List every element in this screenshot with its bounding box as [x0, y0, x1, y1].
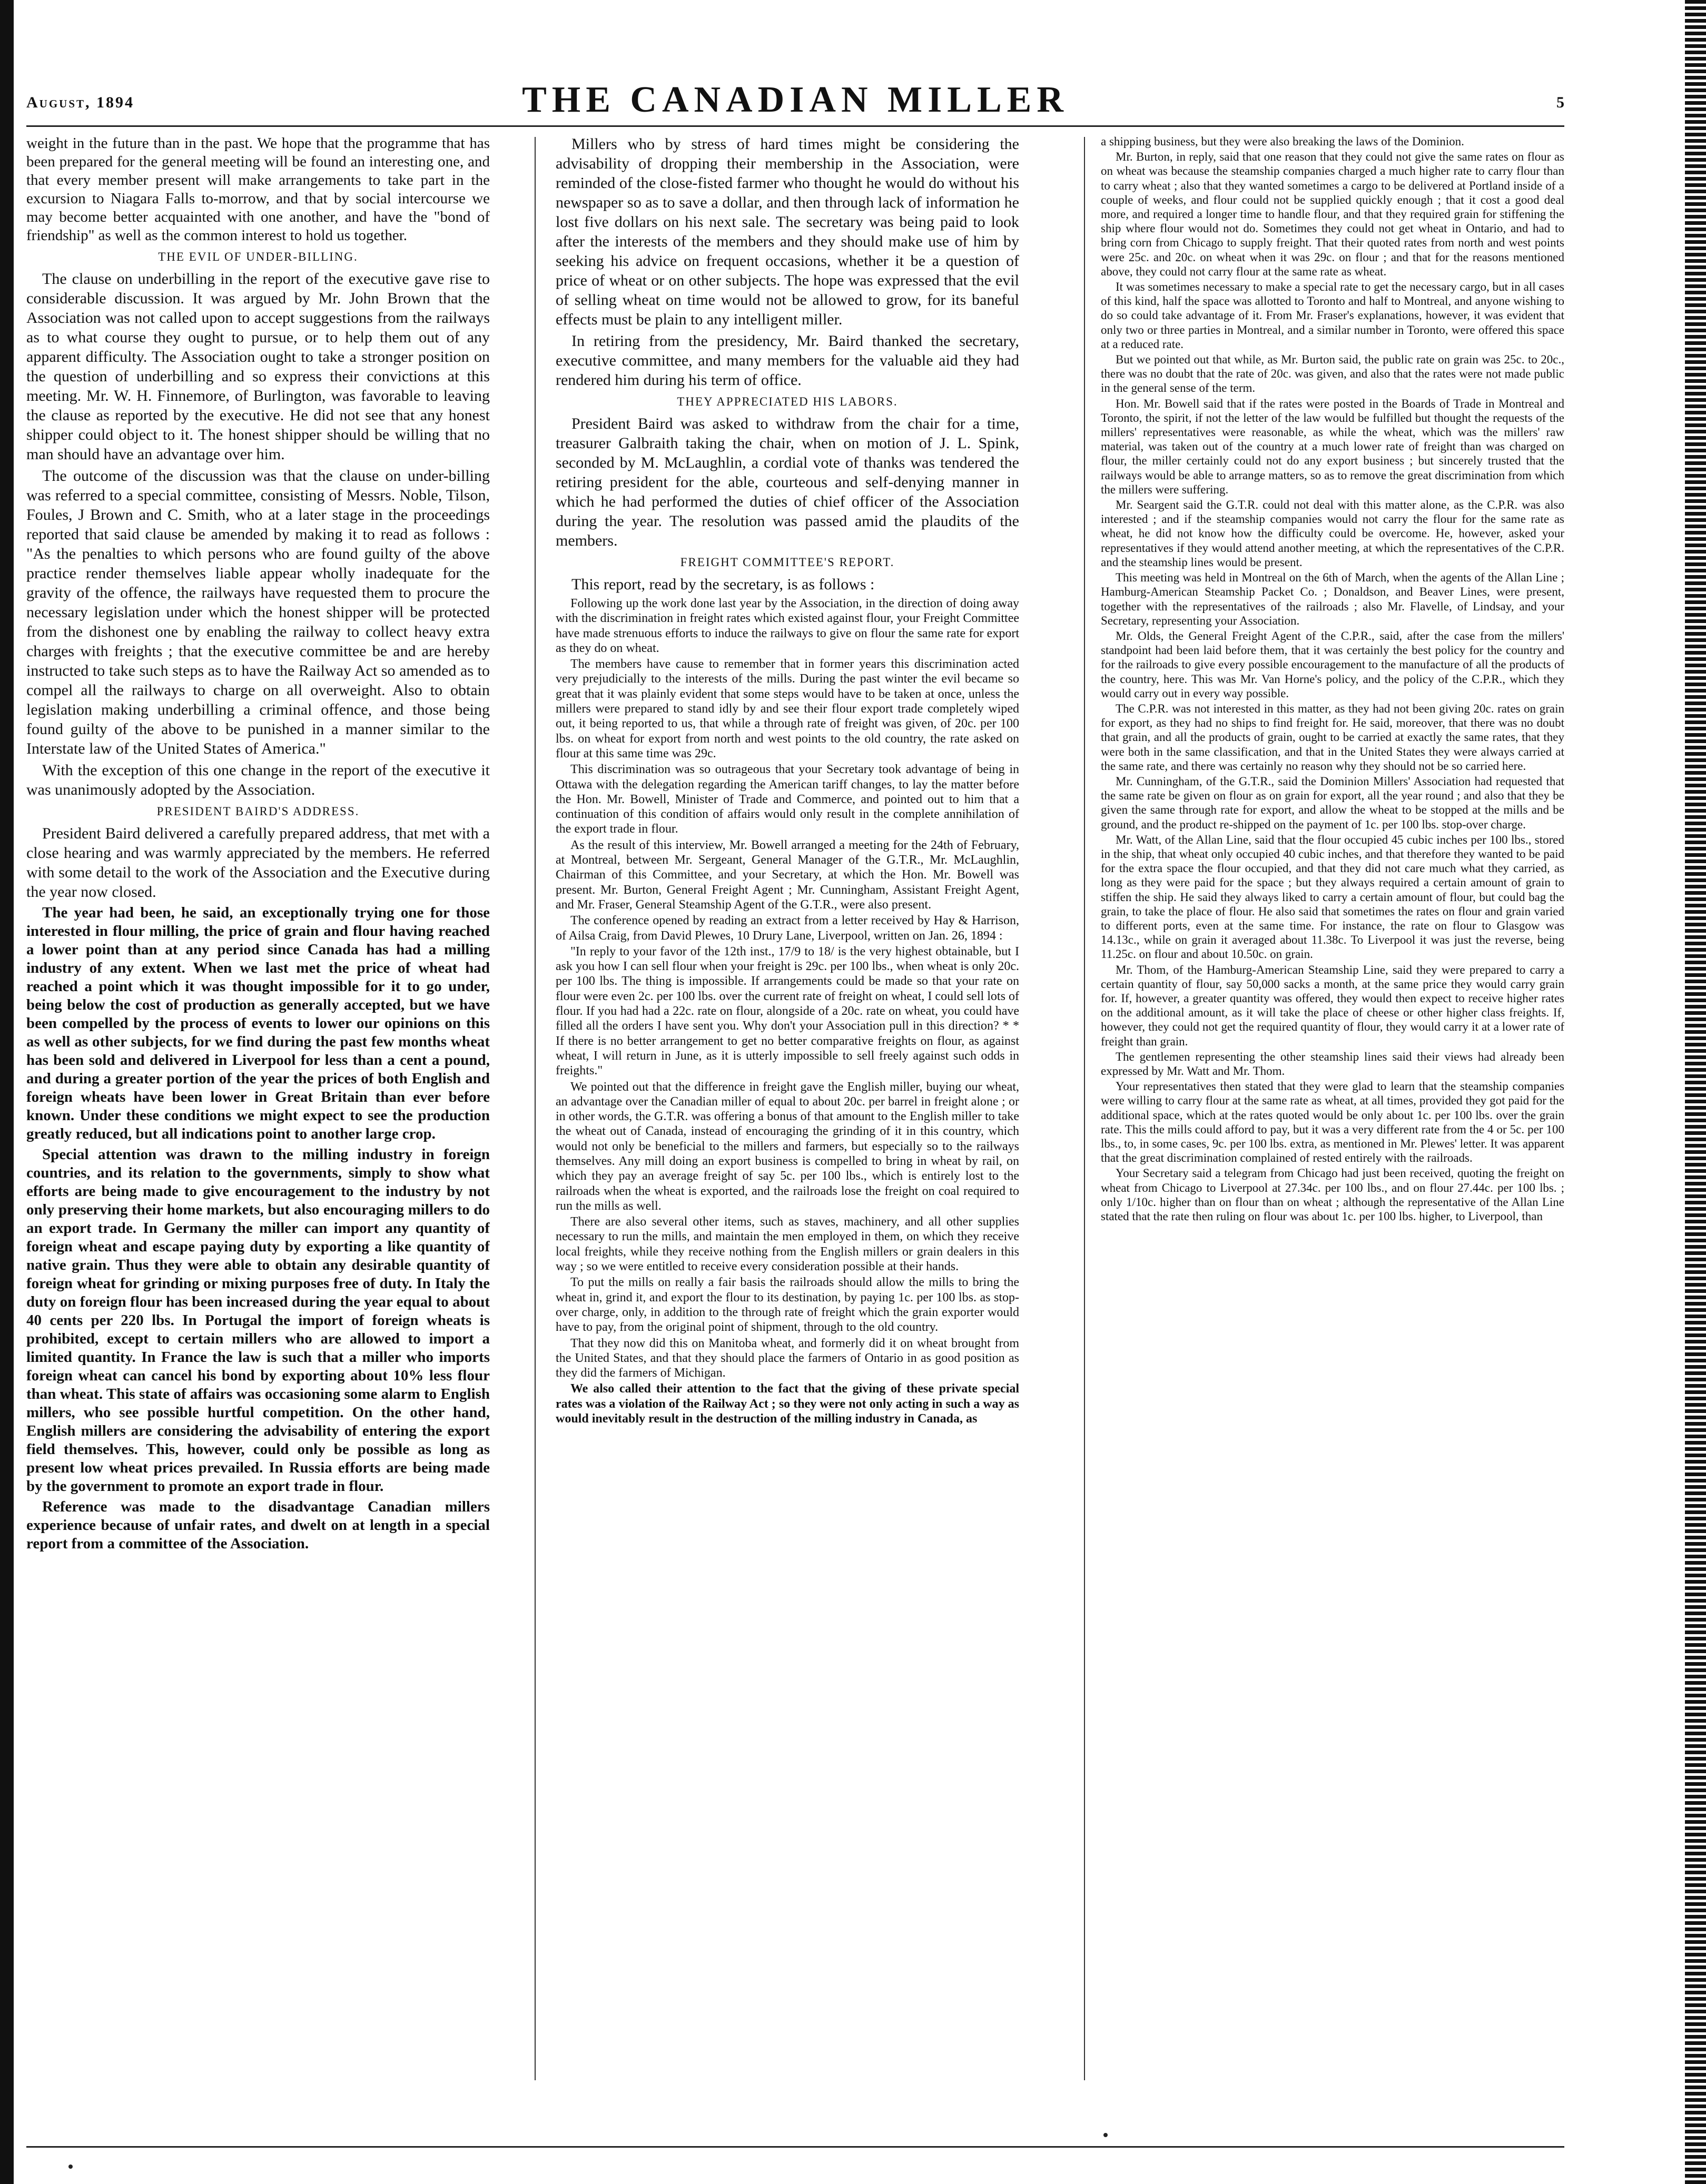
paragraph: President Baird delivered a carefully prepared address, that met with a close hearing and was warmly appreciated by the members. He referred with some detail to the work of the Association and the Executive during the year now closed.	[26, 825, 490, 901]
paragraph: We pointed out that the difference in freight gave the English miller, buying our wheat, an advantage over the Canadian miller of equal to about 20c. per barrel in freight alone ; or in other words, the G.T.R. was offering a bonus of that amount to the English miller to take the wheat out of Canada, instead of encouraging the grinding of it in this country, which would not only be beneficial to the millers and farmers, but especially so to the railways themselves. Any mill doing an export business is compelled to bring in wheat by rail, on which they pay an average freight of say 5c. per 100 lbs., which is entirely lost to the railroads when the wheat is exported, and the railroads lose the freight on coal required to run the mills as well.	[556, 1080, 1019, 1213]
paragraph: The clause on underbilling in the report of the executive gave rise to considerable discussion. It was argued by Mr. John Brown that the Association was not called upon to accept suggestions from the railways as to what course they ought to pursue, or to help them out of any apparent difficulty. The Association ought to take a stronger position on the question of underbilling and so express their convictions at this meeting. Mr. W. H. Finnemore, of Burlington, was favorable to leaving the clause as reported by the executive. He did not see that any honest shipper could object to it. The honest shipper should be willing that no man should have an advantage over him.	[26, 270, 490, 463]
scan-left-edge	[0, 0, 14, 2184]
paragraph: Your Secretary said a telegram from Chicago had just been received, quoting the freight on wheat from Chicago to Liverpool at 27.34c. per 100 lbs., and on flour 27.44c. per 100 lbs. ; only 1/10c. higher than on flour than on wheat ; although the representative of the Allan Line stated that the rate then ruling on flour was about 1c. per 100 lbs. higher, to Liverpool, than	[1101, 1167, 1564, 1223]
paragraph: Mr. Watt, of the Allan Line, said that the flour occupied 45 cubic inches per 100 lbs., stored in the ship, that wheat only occupied 40 cubic inches, and that therefore they wanted to be paid for the extra space the flour occupied, and that they did not care much what they carried, as long as they were paid for the space ; but they always required a certain amount of grain to stiffen the ship. He said they always liked to carry a certain amount of flour, but could bag the grain, to take the place of flour. He also said that sometimes the rates on flour and grain varied to different ports, even at the same time. For instance, the rate on flour to Glasgow was 14.13c., while on grain it averaged about 11.38c. To Liverpool it was just the reverse, being 11.25c. on flour and about 10.50c. on grain.	[1101, 833, 1564, 961]
paragraph: Mr. Olds, the General Freight Agent of the C.P.R., said, after the case from the millers' standpoint had been laid before them, that it was certainly the best policy for the country and for the railroads to give every possible encouragement to the manufacture of all the products of the country, here. This was Mr. Van Horne's policy, and the policy of the C.P.R., which they would carry out in every way possible.	[1101, 629, 1564, 700]
paragraph: The gentlemen representing the other steamship lines said their views had already been expressed by Mr. Watt and Mr. Thom.	[1101, 1050, 1564, 1078]
footer-rule	[26, 2146, 1564, 2148]
paragraph: There are also several other items, such as staves, machinery, and all other supplies necessary to run the mills, and maintain the men employed in them, on which they receive local freights, while they receive nothing from the English millers or grain dealers in this way ; so we were entitled to receive every consideration possible at their hands.	[556, 1215, 1019, 1274]
paragraph: This meeting was held in Montreal on the 6th of March, when the agents of the Allan Line ; Hamburg-American Steamship Packet Co. ; Donaldson, and Beaver Lines, were present, together with the representatives of the railroads ; also Mr. Flavelle, of Lindsay, and your Secretary, representing your Association.	[1101, 571, 1564, 627]
section-heading: PRESIDENT BAIRD'S ADDRESS.	[156, 805, 360, 818]
section-heading: FREIGHT COMMITTEE'S REPORT.	[680, 556, 895, 569]
column-2	[556, 134, 1019, 2083]
ink-speck	[1103, 2133, 1108, 2137]
column-1	[26, 134, 490, 2083]
paragraph: The conference opened by reading an extract from a letter received by Hay & Harrison, of Ailsa Craig, from David Plewes, 10 Drury Lane, Liverpool, written on Jan. 26, 1894 :	[556, 914, 1019, 943]
scan-right-edge	[1685, 0, 1706, 2184]
column-3	[1101, 134, 1564, 2083]
paragraph: The outcome of the discussion was that the clause on under-billing was referred to a special committee, consisting of Messrs. Noble, Tilson, Foules, J Brown and C. Smith, who at a later stage in the proceedings reported that said clause be amended by making it to read as follows : "As the penalties to which persons who are found guilty of the above practice render themselves liable appear wholly inadequate for the gravity of the offence, the railways have requested them to procure the necessary legislation under which the honest shipper will be protected from the dishonest one by enabling the railway to collect heavy extra charges with freights ; that the executive committee be and are hereby instructed to take such steps as to have the Railway Act so amended as to compel all the railways to charge on all overweight. Also to obtain legislation making underbilling a criminal offence, and those being found guilty of the above to be punished in a manner similar to the Interstate law of the United States of America."	[26, 467, 490, 757]
paragraph: Mr. Seargent said the G.T.R. could not deal with this matter alone, as the C.P.R. was also interested ; and if the steamship companies would not carry the flour for the same rate as wheat, he did not know how the difficulty could be overcome. He, however, asked your representatives if they would attend another meeting, at which the representatives of the C.P.R. and the steamship lines would be present.	[1101, 498, 1564, 569]
column-divider	[535, 137, 536, 2080]
article-columns	[26, 134, 1564, 2083]
paragraph: a shipping business, but they were also breaking the laws of the Dominion.	[1101, 135, 1464, 148]
paragraph: Special attention was drawn to the milling industry in foreign countries, and its relation to the governments, simply to show what efforts are being made to give encouragement to the industry by not only preserving their home markets, but also encouraging millers to do an export trade. In Germany the miller can import any quantity of foreign wheat and escape paying duty by exporting a like quantity of native grain. Thus they were able to obtain any desirable quantity of foreign wheat for grinding or mixing purposes free of duty. In Italy the duty on foreign flour has been increased during the year equal to about 40 cents per 220 lbs. In Portugal the import of foreign wheats is prohibited, except to certain millers who are allowed to import a limited quantity. In France the law is such that a miller who imports foreign wheat can cancel his bond by exporting about 10% less flour than wheat. This state of affairs was occasioning some alarm to English millers, who see possible hurtful competition. On the other hand, English millers are considering the advisability of entering the export field themselves. This, however, could only be possible as long as present low wheat prices prevailed. In Russia efforts are being made by the government to promote an export trade in flour.	[26, 1146, 490, 1495]
paragraph: Mr. Burton, in reply, said that one reason that they could not give the same rates on flour as on wheat was because the steamship companies charged a much higher rate to carry flour than to carry wheat ; also that they wanted sometimes a cargo to be delivered at Portland inside of a couple of weeks, and flour could not be supplied quickly enough ; that it cost a good deal more, and required a longer time to handle flour, and that they required grain for stiffening the ship where flour would not do. Sometimes they could not get wheat in Ontario, and had to bring corn from Chicago to supply freight. That their quoted rates from north and west points were 25c. and 20c. on wheat when it was 29c. on flour ; and that for the reasons mentioned above, they could not carry flour at the same rate as wheat.	[1101, 150, 1564, 278]
masthead-title: THE CANADIAN MILLER	[522, 80, 1069, 120]
paragraph: Your representatives then stated that they were glad to learn that the steamship companies were willing to carry flour at the same rate as wheat, at all times, provided they got paid for the additional space, which at the rates quoted would be only about 1c. per 100 lbs. over the grain rate. This the mills could afford to pay, but it was a very different rate from the 4 or 5c. per 100 lbs., to, in some cases, 9c. per 100 lbs. extra, as mentioned in Mr. Plewes' letter. It was apparent that the great discrimination complained of rested entirely with the railroads.	[1101, 1080, 1564, 1165]
paragraph: This report, read by the secretary, is as follows :	[571, 576, 875, 593]
paragraph: Mr. Cunningham, of the G.T.R., said the Dominion Millers' Association had requested that the same rate be given on flour as on grain for export, all the year round ; and also that they be given the same through rate for export, and allow the wheat to be stopped at the mills and be ground, and the product re-shipped on the payment of 1c. per 100 lbs. stop-over charge.	[1101, 774, 1564, 831]
page-number: 5	[1556, 94, 1564, 111]
ink-speck	[68, 2165, 73, 2169]
paragraph: But we pointed out that while, as Mr. Burton said, the public rate on grain was 25c. to 20c., there was no doubt that the rate of 20c. was given, and also that the rates were not made public in the general sense of the term.	[1101, 353, 1564, 395]
paragraph: Millers who by stress of hard times might be considering the advisability of dropping their membership in the Association, were reminded of the close-fisted farmer who thought he would do without his newspaper so as to save a dollar, and then through lack of information he lost five dollars on his next sale. The secretary was being paid to look after the interests of the members and they should make use of him by seeking his advice on frequent occasions, whether it be a question of price of wheat or on other subjects. The hope was expressed that the evil of selling wheat on time would not be allowed to grow, for its baneful effects must be plain to any intelligent miller.	[556, 135, 1019, 328]
paragraph: It was sometimes necessary to make a special rate to get the necessary cargo, but in all cases of this kind, half the space was allotted to Toronto and half to Montreal, and anyone wishing to do so could take advantage of it. From Mr. Fraser's explanations, however, it was evident that only two or three parties in Montreal, and a similar number in Toronto, were offered this space at a reduced rate.	[1101, 280, 1564, 351]
paragraph: Following up the work done last year by the Association, in the direction of doing away with the discrimination in freight rates which existed against flour, your Freight Committee have made strenuous efforts to induce the railways to give on flour the same rate for export as they do on wheat.	[556, 597, 1019, 655]
section-heading: THE EVIL OF UNDER-BILLING.	[158, 250, 358, 263]
paragraph: The members have cause to remember that in former years this discrimination acted very prejudicially to the interests of the mills. During the past winter the evil became so great that it was plainly evident that some steps would have to be taken at once, unless the millers were prepared to stand idly by and see their flour export trade completely wiped out, it being reported to us, that while a through rate of freight was given, of 20c. per 100 lbs. on wheat for export from north and west points to the old country, the rate asked on flour at this same time was 29c.	[556, 657, 1019, 760]
paragraph: We also called their attention to the fact that the giving of these private special rates was a violation of the Railway Act ; so they were not only acting in such a way as would inevitably result in the destruction of the milling industry in Canada, as	[556, 1382, 1019, 1426]
paragraph: Mr. Thom, of the Hamburg-American Steamship Line, said they were prepared to carry a certain quantity of flour, say 50,000 sacks a month, at the same price they would carry grain for. If, however, a greater quantity was offered, they would then expect to receive higher rates on the additional amount, as it will take the place of cheese or other higher class freights. If, however, they could not get the required quantity of flour, they would carry it at a lower rate of freight than grain.	[1101, 963, 1564, 1048]
paragraph: Reference was made to the disadvantage Canadian millers experience because of unfair rates, and dwelt on at length in a special report from a committee of the Association.	[26, 1498, 490, 1552]
paragraph: The year had been, he said, an exceptionally trying one for those interested in flour milling, the price of grain and flour having reached a lower point than at any period since Canada has had a milling industry of any extent. When we last met the price of wheat had reached a point which it was thought impossible for it to go under, being below the cost of production as generally accepted, but we have been compelled by the process of events to lower our opinions on this as well as other subjects, for we find during the past few months wheat has been sold and delivered in Liverpool for less than a cent a pound, and during a greater portion of the year the prices of both English and foreign wheats have been lower in Great Britain than ever before known. Under these conditions we might expect to see the production greatly reduced, but all indications point to another large crop.	[26, 904, 490, 1142]
paragraph: In retiring from the presidency, Mr. Baird thanked the secretary, executive committee, and many members for the valuable aid they had rendered him during his term of office.	[556, 332, 1019, 389]
paragraph: That they now did this on Manitoba wheat, and formerly did it on wheat brought from the United States, and that they should place the farmers of Ontario in as good position as they did the farmers of Michigan.	[556, 1336, 1019, 1380]
paragraph: The C.P.R. was not interested in this matter, as they had not been giving 20c. rates on grain for export, as they had no ships to find freight for. He said, moreover, that there was no doubt that grain, and all the products of grain, ought to be carried at exactly the same rates, that they were both in the same classification, and that in the United States they were always carried at the same rate, and there was certainly no reason why they should not be so carried here.	[1101, 701, 1564, 773]
paragraph: Hon. Mr. Bowell said that if the rates were posted in the Boards of Trade in Montreal and Toronto, the spirit, if not the letter of the law would be fulfilled but thought the requests of the millers' representatives were reasonable, as while the wheat, which was the millers' raw material, was taken out of the country at a much lower rate of freight than was charged on flour, the miller certainly could not do any export business ; but sincerely trusted that the railways would be able to arrange matters, so as to remove the great discrimination from which the millers were suffering.	[1101, 397, 1564, 496]
paragraph: As the result of this interview, Mr. Bowell arranged a meeting for the 24th of February, at Montreal, between Mr. Sergeant, General Manager of the G.T.R., Mr. McLaughlin, Chairman of this Committee, and your Secretary, at which the Hon. Mr. Bowell was present. Mr. Burton, General Freight Agent ; Mr. Cunningham, Assistant Freight Agent, and Mr. Fraser, General Steamship Agent of the G.T.R., were also present.	[556, 838, 1019, 912]
paragraph: weight in the future than in the past. We hope that the programme that has been prepared for the general meeting will be found an interesting one, and that every member present will make arrangements to take part in the excursion to Niagara Falls to-morrow, and that by social intercourse we may become better acquainted with one another, and have the "bond of friendship" as well as the common interest to hold us together.	[26, 135, 490, 244]
paragraph: This discrimination was so outrageous that your Secretary took advantage of being in Ottawa with the delegation regarding the American tariff changes, to lay the matter before the Hon. Mr. Bowell, Minister of Trade and Commerce, and pointed out to him that a continuation of this condition of affairs would only result in the complete annihilation of the export trade in flour.	[556, 763, 1019, 836]
paragraph: To put the mills on really a fair basis the railroads should allow the mills to bring the wheat in, grind it, and export the flour to its destination, by paying 1c. per 100 lbs. as stop-over charge, only, in addition to the through rate of freight which the grain exporter would have to pay, from the original point of shipment, through to the old country.	[556, 1276, 1019, 1335]
header-rule	[26, 125, 1564, 127]
column-divider	[1084, 137, 1085, 2080]
paragraph: With the exception of this one change in the report of the executive it was unanimously adopted by the Association.	[26, 762, 490, 798]
section-heading: THEY APPRECIATED HIS LABORS.	[677, 395, 898, 408]
quoted-letter: "In reply to your favor of the 12th inst., 17/9 to 18/ is the very highest obtainable, but I ask you how I can sell flour when your freight is 29c. per 100 lbs., when wheat is only 20c. per 100 lbs. The thing is impossible. If arrangements could be made so that your rate on flour were even 2c. per 100 lbs. over the current rate of freight on wheat, I could sell lots of flour. If you had had a 22c. rate on flour, alongside of a 20c. rate on wheat, you could have filled all the orders I have sent you. Why don't your Association pull in this direction? * * If there is no better arrangement to get no better comparative freights on flour, as against wheat, I will return in June, as it is utterly impossible to sell freely against such odds in freights."	[556, 944, 1019, 1078]
paragraph: President Baird was asked to withdraw from the chair for a time, treasurer Galbraith taking the chair, when on motion of J. L. Spink, seconded by M. McLaughlin, a cordial vote of thanks was tendered the retiring president for the able, courteous and self-denying manner in which he had performed the duties of chief officer of the Association during the year. The resolution was passed amid the plaudits of the members.	[556, 415, 1019, 549]
page-header	[26, 79, 1564, 121]
issue-date: August, 1894	[26, 94, 135, 111]
